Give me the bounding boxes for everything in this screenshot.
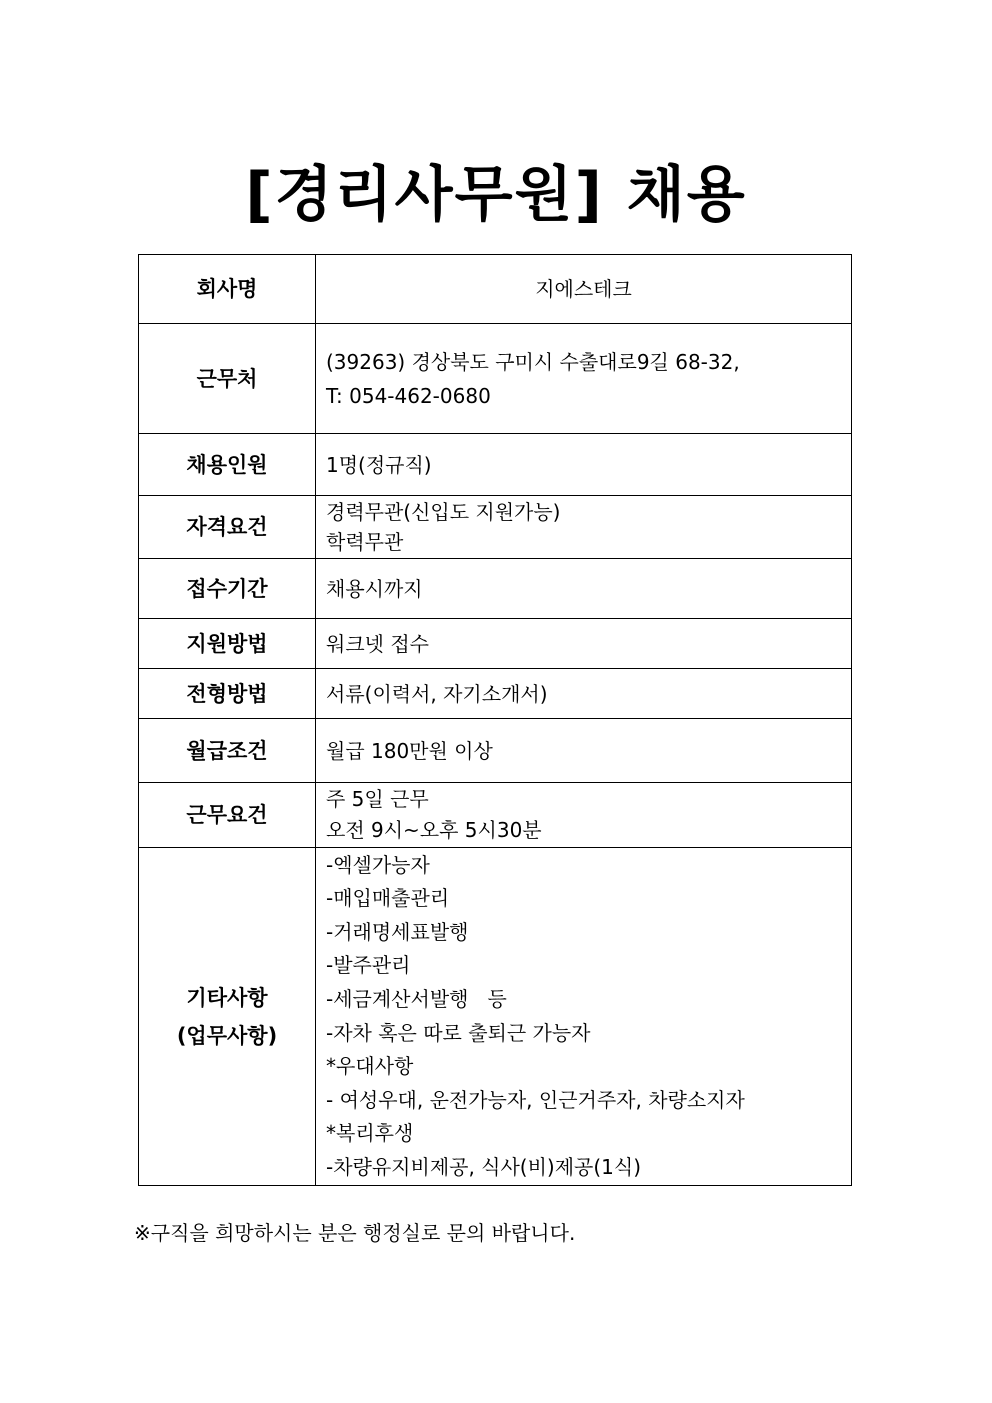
other-line: -세금계산서발행 등 <box>326 986 507 1011</box>
other-value <box>316 848 852 1186</box>
selection-value: 서류(이력서, 자기소개서) <box>316 669 852 719</box>
location-label: 근무처 <box>139 324 316 434</box>
other-label-line-2: (업무사항) <box>176 1023 278 1048</box>
table-row-qualification <box>139 496 852 559</box>
other-label <box>139 848 316 1186</box>
company-label: 회사명 <box>139 255 316 324</box>
other-line: -발주관리 <box>326 953 411 978</box>
other-line: *우대사항 <box>326 1054 414 1079</box>
selection-label: 전형방법 <box>139 669 316 719</box>
contact-note: ※구직을 희망하시는 분은 행정실로 문의 바랍니다. <box>134 1221 576 1245</box>
period-value: 채용시까지 <box>316 559 852 619</box>
table-row-location <box>139 324 852 434</box>
table-row-other <box>139 848 852 1186</box>
work-conditions-line-1: 주 5일 근무 <box>326 787 429 811</box>
table-row-company <box>139 255 852 324</box>
salary-label: 월급조건 <box>139 719 316 783</box>
headcount-value: 1명(정규직) <box>316 434 852 496</box>
location-value <box>316 324 852 434</box>
headcount-label: 채용인원 <box>139 434 316 496</box>
other-line: -자차 혹은 따로 출퇴근 가능자 <box>326 1020 591 1045</box>
location-address: (39263) 경상북도 구미시 수출대로9길 68-32, <box>326 349 740 374</box>
work-conditions-value <box>316 783 852 848</box>
other-line: -엑셀가능자 <box>326 852 430 877</box>
location-phone: T: 054-462-0680 <box>326 383 491 408</box>
other-label-line-1: 기타사항 <box>186 985 268 1010</box>
other-line: *복리후생 <box>326 1121 414 1146</box>
qualification-line-1: 경력무관(신입도 지원가능) <box>326 500 561 524</box>
other-line: -거래명세표발행 <box>326 919 469 944</box>
table-row-period <box>139 559 852 619</box>
apply-method-value: 워크넷 접수 <box>316 619 852 669</box>
work-conditions-line-2: 오전 9시~오후 5시30분 <box>326 818 542 842</box>
job-posting-table <box>138 254 852 1186</box>
table-row-headcount <box>139 434 852 496</box>
company-value: 지에스테크 <box>316 255 852 324</box>
other-line: - 여성우대, 운전가능자, 인근거주자, 차량소지자 <box>326 1087 745 1112</box>
other-line: -차량유지비제공, 식사(비)제공(1식) <box>326 1154 642 1179</box>
other-line: -매입매출관리 <box>326 886 450 911</box>
qualification-value <box>316 496 852 559</box>
qualification-line-2: 학력무관 <box>326 530 404 554</box>
table-row-work-conditions <box>139 783 852 848</box>
work-conditions-label: 근무요건 <box>139 783 316 848</box>
page-title: [경리사무원] 채용 <box>245 160 747 230</box>
table-row-selection <box>139 669 852 719</box>
qualification-label: 자격요건 <box>139 496 316 559</box>
period-label: 접수기간 <box>139 559 316 619</box>
table-row-apply-method <box>139 619 852 669</box>
salary-value: 월급 180만원 이상 <box>316 719 852 783</box>
apply-method-label: 지원방법 <box>139 619 316 669</box>
table-row-salary <box>139 719 852 783</box>
